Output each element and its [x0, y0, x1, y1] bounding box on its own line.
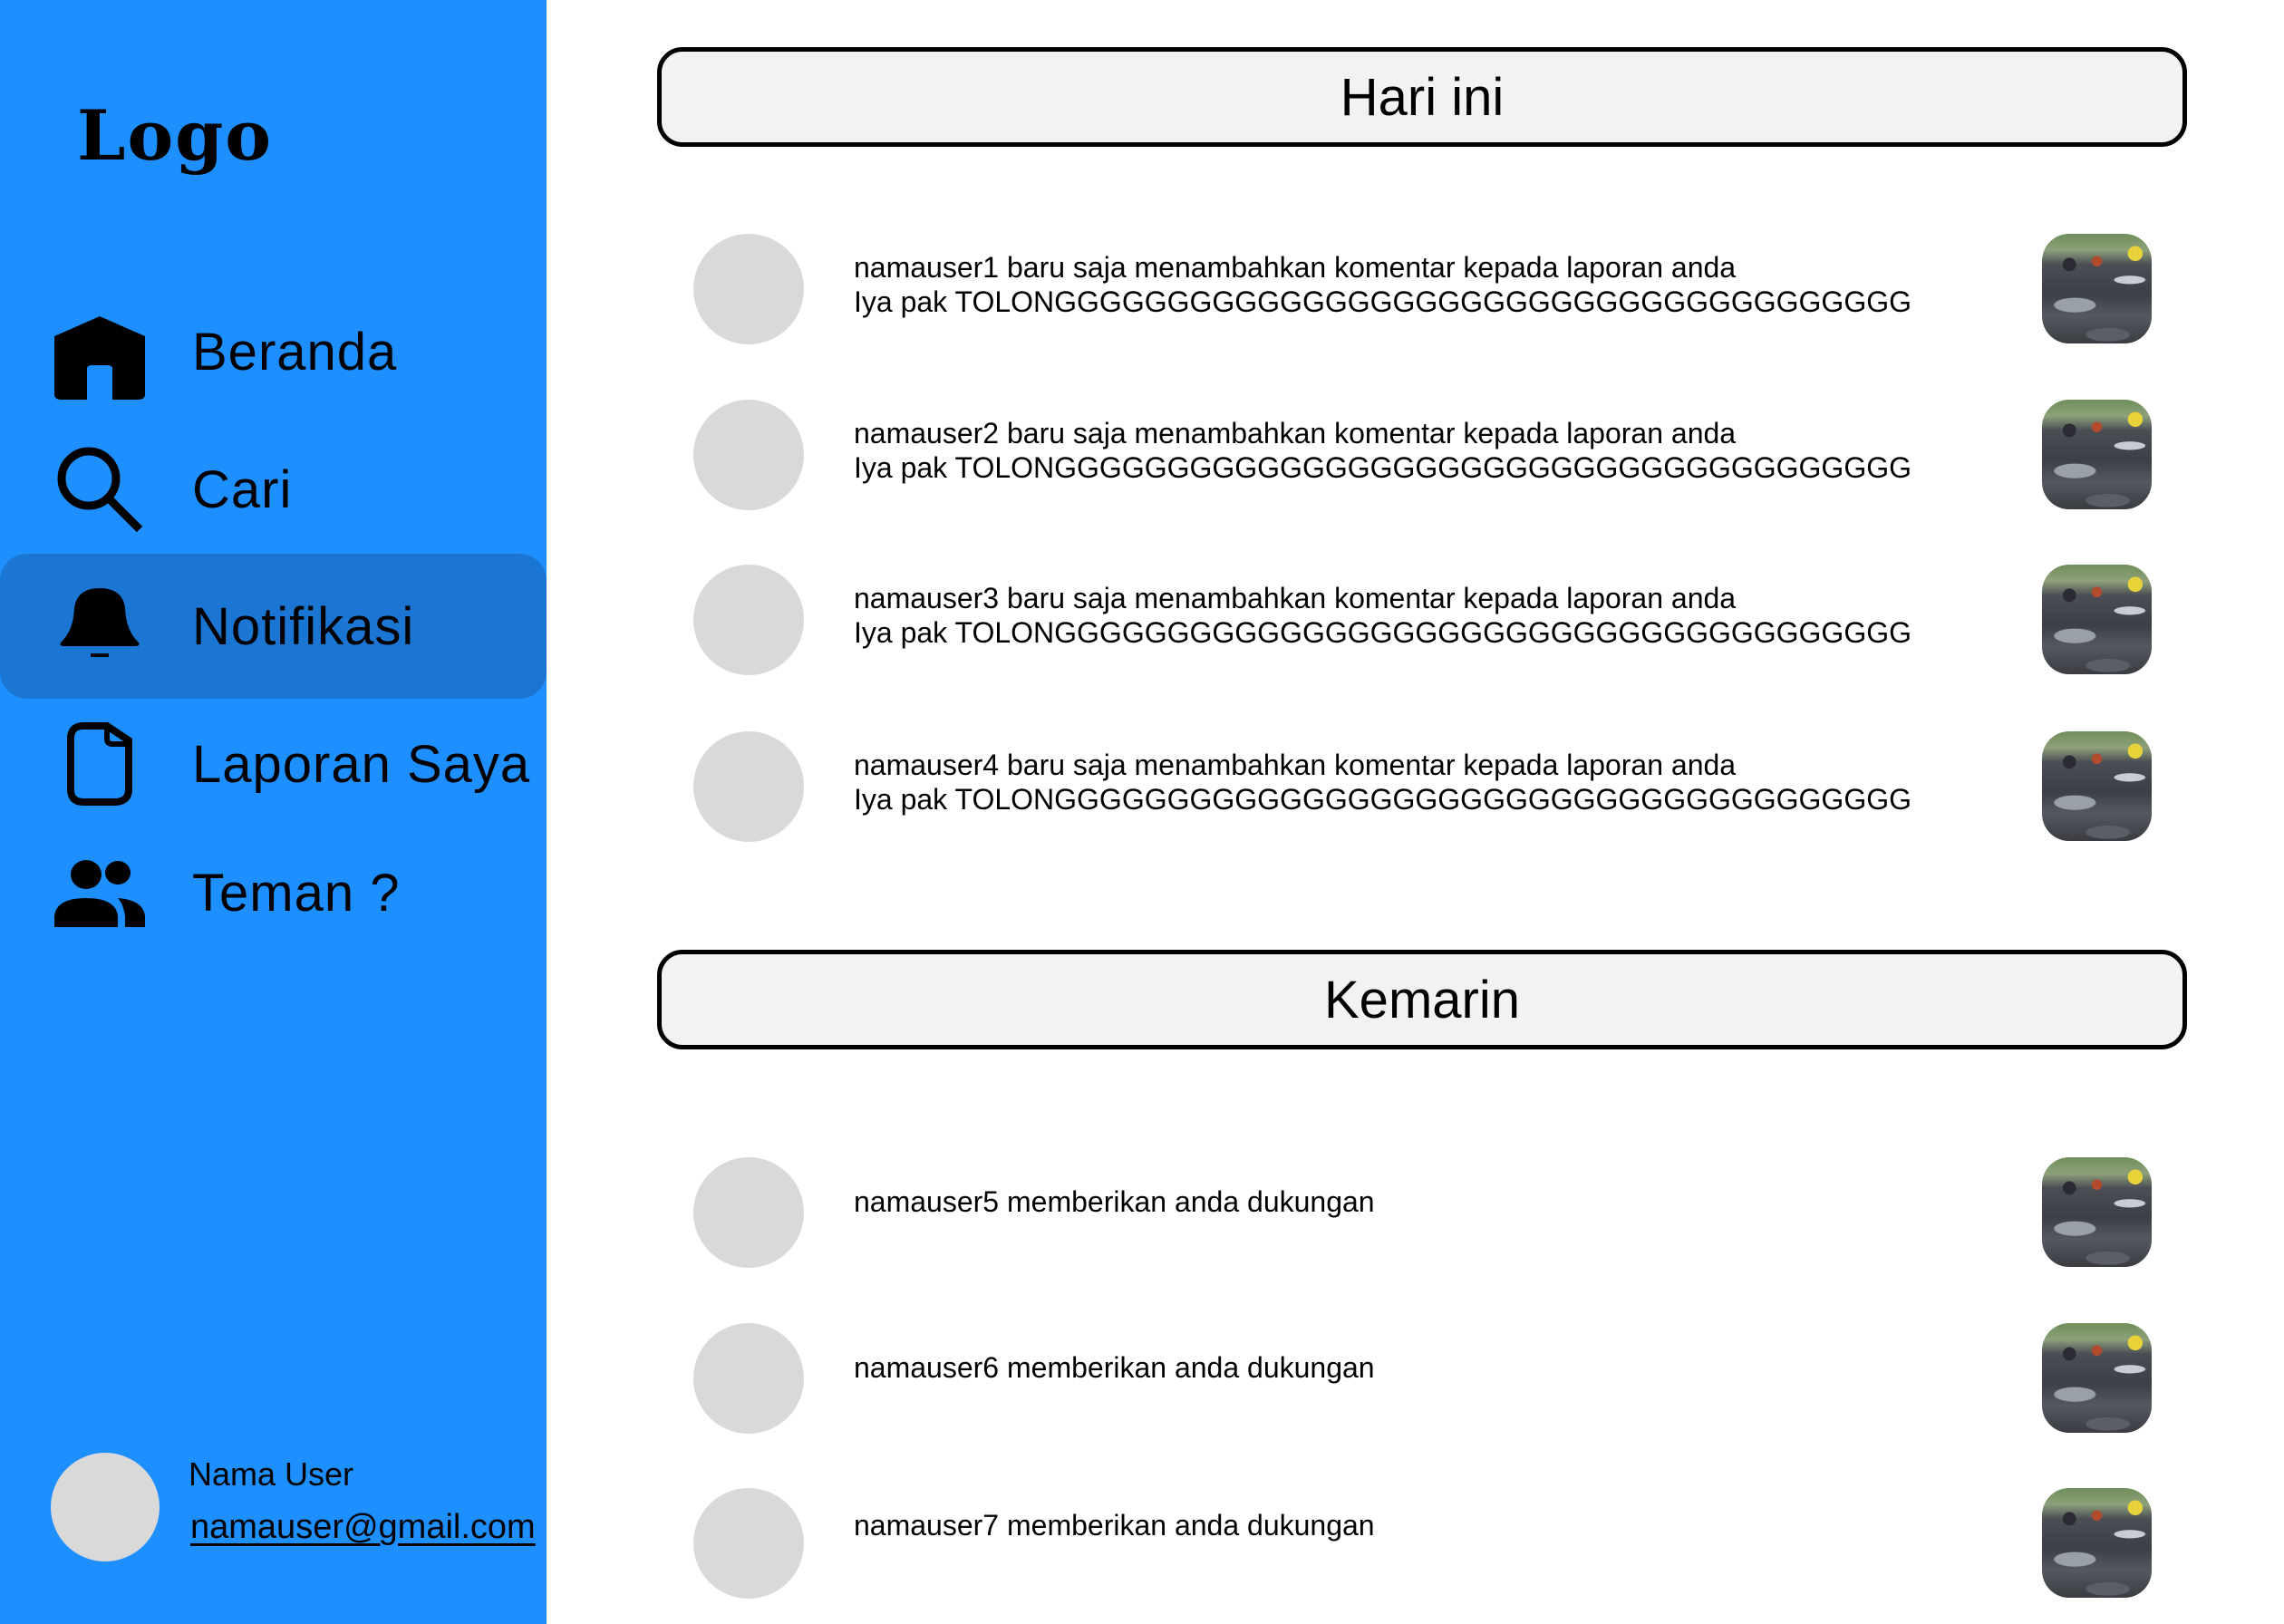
sidebar-item-cari[interactable] — [0, 426, 547, 553]
sidebar-item-label: Laporan Saya — [192, 734, 531, 794]
profile-name: Nama User — [189, 1455, 354, 1493]
report-thumbnail[interactable] — [2042, 1488, 2152, 1598]
notification-title: namauser4 baru saja menambahkan komentar kepada laporan anda — [854, 749, 1737, 781]
user-avatar[interactable] — [693, 1157, 804, 1268]
sidebar — [0, 0, 547, 1624]
notification-text — [854, 581, 1911, 650]
notification-title: namauser3 baru saja menambahkan komentar kepada laporan anda — [854, 582, 1737, 614]
profile-avatar[interactable] — [51, 1453, 160, 1561]
comment-preview: Iya pak TOLONGGGGGGGGGGGGGGGGGGGGGGGGGGGGGGGGGGGGGG — [854, 783, 1911, 816]
notification-text: namauser5 memberikan anda dukungan — [854, 1185, 1375, 1218]
sidebar-item-beranda[interactable] — [0, 288, 547, 415]
notification-item[interactable] — [693, 234, 2153, 344]
notification-item[interactable] — [693, 565, 2153, 675]
notification-text — [854, 250, 1911, 319]
users-icon — [54, 847, 145, 938]
report-thumbnail[interactable] — [2042, 400, 2152, 509]
comment-preview: Iya pak TOLONGGGGGGGGGGGGGGGGGGGGGGGGGGGGGGGGGGGGGG — [854, 285, 1911, 318]
logo[interactable]: Logo — [77, 95, 273, 176]
user-avatar[interactable] — [693, 1488, 804, 1599]
bell-icon — [54, 581, 145, 672]
section-header-today: Hari ini — [657, 47, 2187, 147]
notification-text: namauser6 memberikan anda dukungan — [854, 1351, 1375, 1384]
notification-item[interactable] — [693, 731, 2153, 842]
search-icon — [54, 444, 145, 535]
user-avatar[interactable] — [693, 565, 804, 675]
sidebar-item-label: Teman ? — [192, 863, 401, 923]
notification-title: namauser1 baru saja menambahkan komentar kepada laporan anda — [854, 251, 1737, 284]
comment-preview: Iya pak TOLONGGGGGGGGGGGGGGGGGGGGGGGGGGGGGGGGGGGGGG — [854, 616, 1911, 649]
report-thumbnail[interactable] — [2042, 234, 2152, 343]
file-icon — [54, 719, 145, 809]
user-avatar[interactable] — [693, 234, 804, 344]
sidebar-item-notifikasi[interactable] — [0, 554, 547, 699]
sidebar-item-laporan-saya[interactable] — [0, 701, 547, 827]
notification-text: namauser7 memberikan anda dukungan — [854, 1509, 1375, 1542]
report-thumbnail[interactable] — [2042, 731, 2152, 841]
comment-preview: Iya pak TOLONGGGGGGGGGGGGGGGGGGGGGGGGGGGGGGGGGGGGGG — [854, 451, 1911, 484]
notification-item[interactable] — [693, 1488, 2153, 1599]
notification-text — [854, 416, 1911, 485]
report-thumbnail[interactable] — [2042, 565, 2152, 674]
notification-item[interactable] — [693, 400, 2153, 510]
sidebar-item-label: Cari — [192, 459, 293, 519]
user-avatar[interactable] — [693, 400, 804, 510]
user-avatar[interactable] — [693, 1323, 804, 1434]
profile-email-link[interactable]: namauser@gmail.com — [190, 1508, 536, 1546]
user-avatar[interactable] — [693, 731, 804, 842]
report-thumbnail[interactable] — [2042, 1323, 2152, 1433]
notification-item[interactable] — [693, 1157, 2153, 1268]
notification-text — [854, 748, 1911, 817]
sidebar-item-label: Notifikasi — [192, 596, 415, 656]
report-thumbnail[interactable] — [2042, 1157, 2152, 1267]
home-icon — [54, 306, 145, 397]
sidebar-item-teman[interactable] — [0, 829, 547, 956]
section-header-yesterday: Kemarin — [657, 950, 2187, 1049]
notification-item[interactable] — [693, 1323, 2153, 1434]
notification-title: namauser2 baru saja menambahkan komentar kepada laporan anda — [854, 417, 1737, 450]
sidebar-item-label: Beranda — [192, 322, 398, 382]
